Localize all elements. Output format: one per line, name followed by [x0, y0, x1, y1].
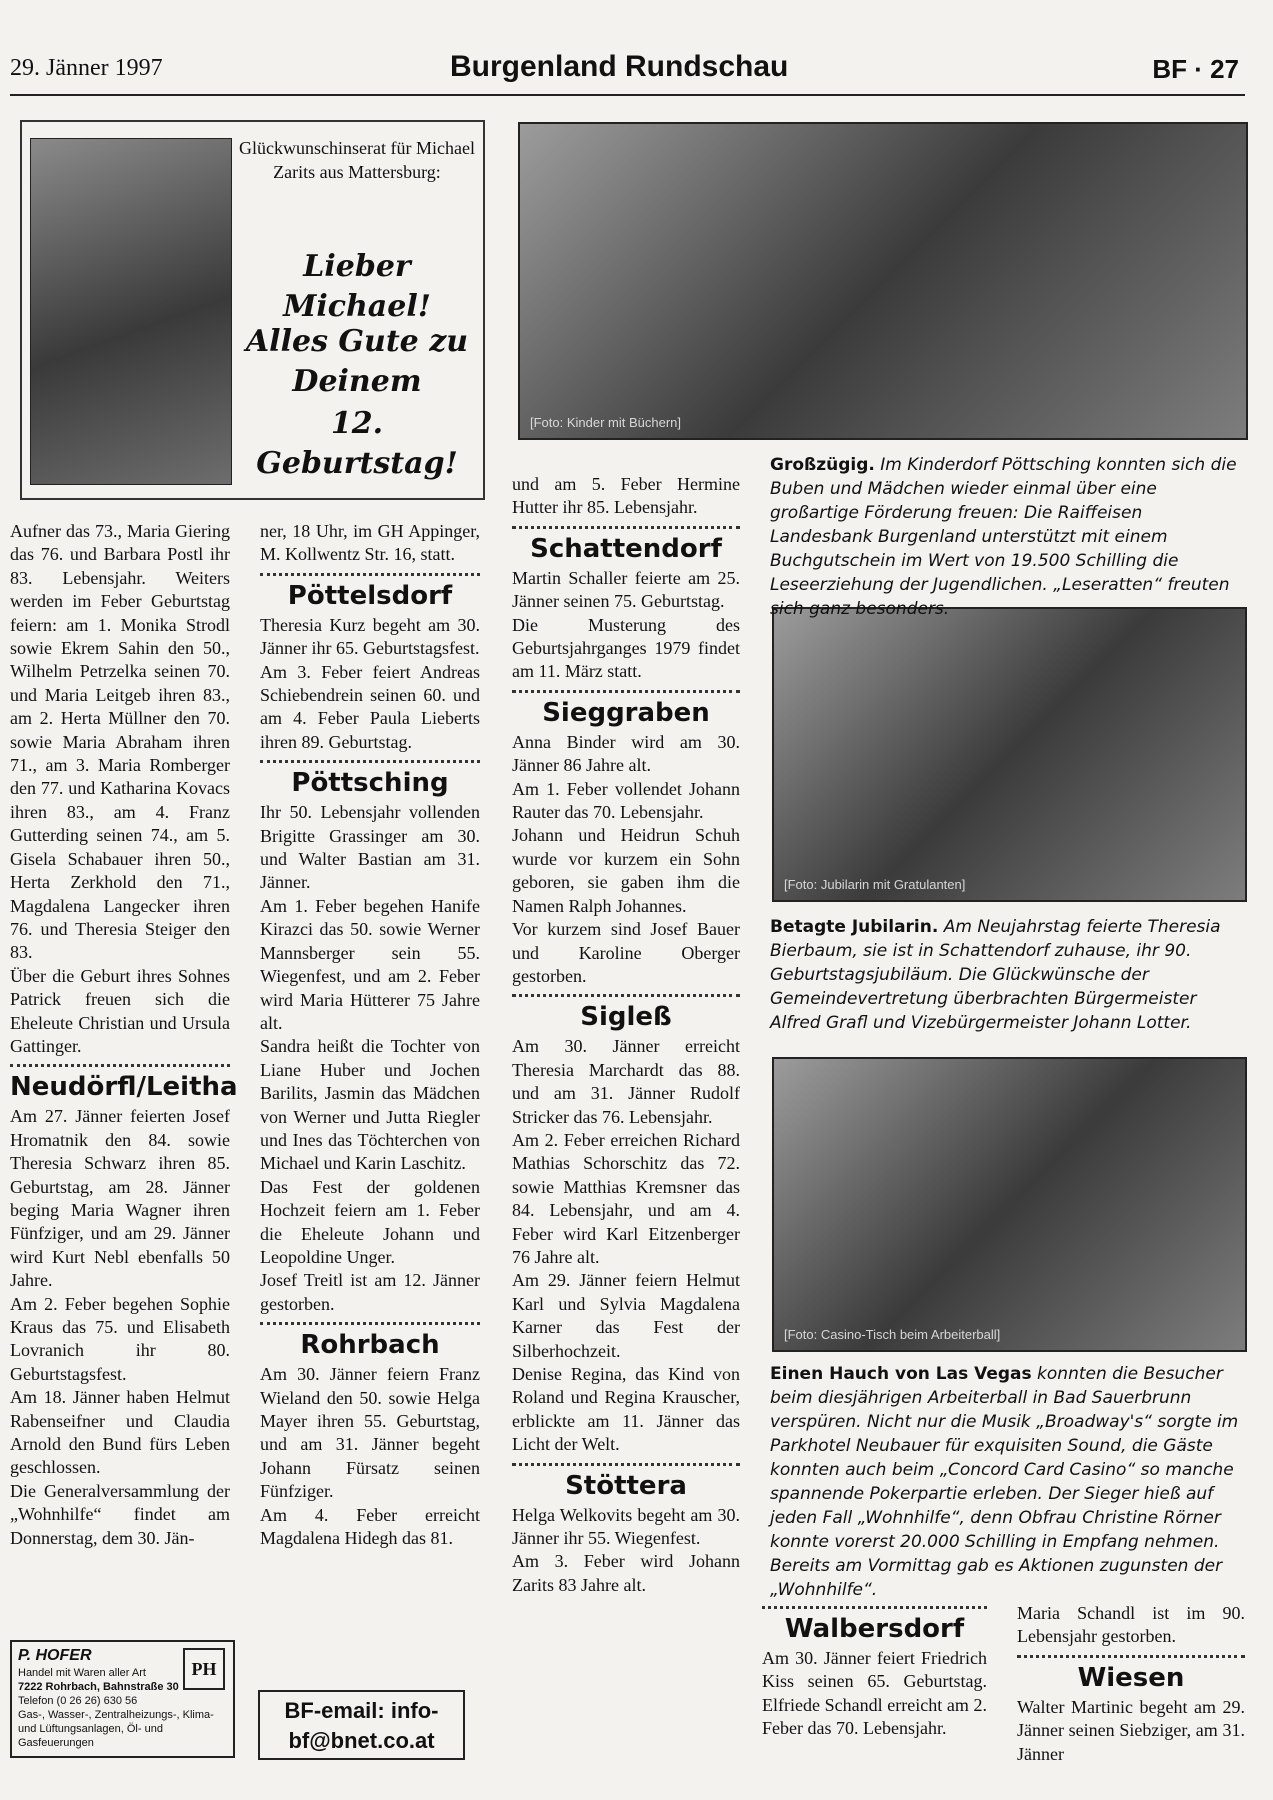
- hofer-logo: PH: [183, 1648, 225, 1690]
- section-title-wiesen: Wiesen: [1077, 1662, 1185, 1693]
- dotted-separator: [10, 1064, 230, 1067]
- email-line-2: bf@bnet.co.at: [288, 1728, 435, 1753]
- col5-paragraph: Maria Schandl ist im 90. Lebensjahr gestorben.: [1017, 1603, 1245, 1647]
- column-1: [10, 520, 238, 1550]
- hofer-subtitle: Handel mit Waren aller Art: [18, 1667, 146, 1679]
- col3-paragraph: Am 30. Jänner erreicht Theresia Marchardt das 88. und am 31. Jänner Rudolf Stricker das 76. Lebensjahr.: [512, 1036, 740, 1127]
- boy-portrait-photo: [30, 138, 232, 485]
- caption-grosszuegig-lead: Großzügig.: [770, 455, 875, 475]
- col2-paragraph: Josef Treitl ist am 12. Jänner gestorben.: [260, 1270, 480, 1314]
- col1-paragraph: Am 2. Feber begehen Sophie Kraus das 75. und Elisabeth Lovranich ihr 80. Geburtstagsfest.: [10, 1293, 230, 1384]
- col3-paragraph: Am 2. Feber erreichen Richard Mathias Schorschitz das 72. sowie Matthias Kremsner das 84. Lebensjahr, und am 4. Feber wird Karl Eitzenberger 76 Jahre alt.: [512, 1129, 740, 1267]
- caption-lasvegas: [770, 1362, 1250, 1602]
- dotted-separator: [512, 690, 740, 693]
- hofer-name: P. HOFER: [18, 1647, 92, 1664]
- section-title-poettelsdorf: Pöttelsdorf: [287, 580, 453, 611]
- col1-paragraph: Die Generalversammlung der „Wohnhilfe“ findet am Donnerstag, dem 30. Jän-: [10, 1480, 230, 1548]
- col2-paragraph: Das Fest der goldenen Hochzeit feiern am 1. Feber die Eheleute Johann und Leopoldine Unger.: [260, 1176, 480, 1267]
- greeting-line-3: Deinem: [292, 364, 422, 399]
- section-title-poettsching: Pöttsching: [291, 768, 449, 799]
- photo-casino-label: [Foto: Casino-Tisch beim Arbeiterball]: [784, 1327, 1001, 1342]
- greeting-line-4: 12. Geburtstag!: [256, 406, 458, 481]
- greeting-line-1: Lieber Michael!: [283, 249, 431, 324]
- photo-casino: [772, 1057, 1247, 1352]
- photo-kids-books-label: [Foto: Kinder mit Büchern]: [530, 415, 682, 430]
- col2-paragraph: ner, 18 Uhr, im GH Appinger, M. Kollwentz Str. 16, statt.: [260, 521, 480, 565]
- col1-paragraph: Am 27. Jänner feierten Josef Hromatnik den 84. sowie Theresia Schwarz ihren 85. Geburtstag, am 28. Jänner beging Maria Wagner ihren Fünfziger, und am 29. Jänner wird Kurt Nebl ebenfalls 50 Jahre.: [10, 1106, 230, 1291]
- col2-paragraph: Am 30. Jänner feiern Franz Wieland den 50. sowie Helga Mayer ihren 55. Geburtstag, und am 31. Jänner begeht Johann Fürsatz seinen Fünfziger.: [260, 1364, 480, 1502]
- header-rule: [10, 94, 1245, 96]
- hofer-telephone: Telefon (0 26 26) 630 56: [18, 1695, 138, 1707]
- caption-jubilarin-text: Am Neujahrstag feierte Theresia Bierbaum, sie ist in Schattendorf zuhause, ihr 90. Geburtstagsjubiläum. Die Glückwünsche der Gemeindevertretung überbrachten Bürgermeister Alfred Grafl und Vizebürgermeister Johann Lotter.: [770, 917, 1221, 1033]
- col3-paragraph: Martin Schaller feierte am 25. Jänner seinen 75. Geburtstag.: [512, 567, 740, 612]
- col3-paragraph: Vor kurzem sind Josef Bauer und Karoline Oberger gestorben.: [512, 919, 740, 986]
- col1-paragraph: Aufner das 73., Maria Giering das 76. und Barbara Postl ihr 83. Lebensjahr. Weiters werden im Feber Geburtstag feiern: am 1. Monika Strodl sowie Ekrem Sahin den 50., Wilhelm Petrzelka seinen 70. und Maria Leitgeb ihren 83., am 2. Herta Müllner den 70. sowie Maria Abraham ihren 71., am 3. Maria Romberger den 77. und Katharina Kovacs ihren 83., am 4. Franz Gutterding seinen 74., am 5. Gisela Schabauer ihren 50., Herta Zerkhold den 71., Magdalena Langecker ihren 76. und Theresia Steiger den 83.: [10, 521, 230, 963]
- dotted-separator: [260, 1322, 480, 1325]
- caption-jubilarin-lead: Betagte Jubilarin.: [770, 917, 939, 937]
- dotted-separator: [260, 760, 480, 763]
- col3-paragraph: Am 3. Feber wird Johann Zarits 83 Jahre alt.: [512, 1551, 740, 1595]
- caption-lasvegas-text: konnten die Besucher beim diesjährigen Arbeiterball in Bad Sauerbrunn verspüren. Nicht nur die Musik „Broadway's“ sorgte im Parkhotel Neubauer für exquisiten Sound, die Gäste konnten auch beim „Concord Card Casino“ so manche spannende Pokerpartie erleben. Der Sieger hieß auf jeden Fall „Wohnhilfe“, denn Obfrau Christine Rörner konnte vorerst 20.000 Schilling in Empfang nehmen. Bereits am Vormittag gab es Aktionen zugunsten der „Wohnhilfe“.: [770, 1364, 1239, 1600]
- newspaper-title: Burgenland Rundschau: [450, 50, 789, 83]
- section-title-sigless: Sigleß: [580, 1002, 672, 1033]
- col3-paragraph: Helga Welkovits begeht am 30. Jänner ihr 55. Wiegenfest.: [512, 1504, 740, 1549]
- col3-paragraph: Denise Regina, das Kind von Roland und Regina Krauscher, erblickte am 11. Jänner das Licht der Welt.: [512, 1364, 740, 1455]
- section-title-sieggraben: Sieggraben: [542, 697, 710, 728]
- caption-grosszuegig-text: Im Kinderdorf Pöttsching konnten sich die Buben und Mädchen wieder einmal über eine großartige Förderung freuen: Die Raiffeisen Landesbank Burgenland unterstützt mit einem Buchgutschein im Wert von 19.500 Schilling die Leseerziehung der Jugendlichen. „Leseratten“ freuten sich ganz besonders.: [770, 455, 1237, 619]
- dotted-separator: [512, 1463, 740, 1466]
- caption-lasvegas-lead: Einen Hauch von Las Vegas: [770, 1364, 1032, 1384]
- caption-jubilarin: [770, 915, 1250, 1035]
- dotted-separator: [1017, 1655, 1245, 1658]
- col2-paragraph: Am 3. Feber feiert Andreas Schiebendrein seinen 60. und am 4. Feber Paula Lieberts ihren 89. Geburtstag.: [260, 661, 480, 752]
- section-title-stoettera: Stöttera: [565, 1470, 687, 1501]
- email-line-1: BF-email: info-: [284, 1698, 439, 1723]
- greeting-line-2: Alles Gute zu: [245, 324, 469, 359]
- col2-paragraph: Ihr 50. Lebensjahr vollenden Brigitte Grassinger am 30. und Walter Bastian am 31. Jänner.: [260, 802, 480, 893]
- dotted-separator: [260, 573, 480, 576]
- hofer-description: Gas-, Wasser-, Zentralheizungs-, Klima- und Lüftungsanlagen, Öl- und Gasfeuerungen: [18, 1709, 214, 1749]
- col5-paragraph: Walter Martinic begeht am 29. Jänner seinen Siebziger, am 31. Jänner: [1017, 1696, 1245, 1764]
- issue-date: 29. Jänner 1997: [10, 55, 163, 81]
- greeting-ad: [20, 120, 485, 500]
- col3-paragraph: Anna Binder wird am 30. Jänner 86 Jahre alt.: [512, 731, 740, 776]
- section-title-rohrbach: Rohrbach: [300, 1330, 440, 1361]
- photo-jubilarin-label: [Foto: Jubilarin mit Gratulanten]: [784, 877, 966, 892]
- col1-paragraph: Über die Geburt ihres Sohnes Patrick freuen sich die Eheleute Christian und Ursula Gattinger.: [10, 965, 230, 1056]
- dotted-separator: [512, 994, 740, 997]
- photo-jubilarin: [772, 607, 1247, 902]
- column-3: [512, 473, 740, 1597]
- col3-paragraph: Die Musterung des Geburtsjahrganges 1979 findet am 11. März statt.: [512, 614, 740, 682]
- hofer-address: 7222 Rohrbach, Bahnstraße 30: [18, 1681, 179, 1693]
- hofer-advertisement: [10, 1640, 235, 1758]
- dotted-separator: [762, 1606, 987, 1609]
- col1-paragraph: Am 18. Jänner haben Helmut Rabenseifner und Claudia Arnold den Bund fürs Leben geschlossen.: [10, 1387, 230, 1478]
- col4-paragraph: Am 30. Jänner feiert Friedrich Kiss seinen 65. Geburtstag. Elfriede Schandl erreicht am 2. Feber das 70. Lebensjahr.: [762, 1648, 987, 1739]
- col2-paragraph: Sandra heißt die Tochter von Liane Huber und Jochen Barilits, Jasmin das Mädchen von Werner und Jutta Riegler und Ines das Töchterchen von Michael und Karin Laschitz.: [260, 1036, 480, 1174]
- column-2: [260, 520, 480, 1550]
- col2-paragraph: Am 4. Feber erreicht Magdalena Hidegh das 81.: [260, 1504, 480, 1549]
- dotted-separator: [512, 526, 740, 529]
- col2-paragraph: Am 1. Feber begehen Hanife Kirazci das 50. sowie Werner Mannsberger sein 55. Wiegenfest, und am 2. Feber wird Maria Hütterer 75 Jahre alt.: [260, 895, 480, 1033]
- email-advertisement: [258, 1690, 465, 1760]
- column-5: [1017, 1602, 1245, 1766]
- col3-paragraph: Am 1. Feber vollendet Johann Rauter das 70. Lebensjahr.: [512, 778, 740, 823]
- col3-paragraph: Johann und Heidrun Schuh wurde vor kurzem ein Sohn geboren, sie gaben ihm die Namen Ralph Johannes.: [512, 825, 740, 916]
- col2-paragraph: Theresia Kurz begeht am 30. Jänner ihr 65. Geburtstagsfest.: [260, 614, 480, 659]
- greeting-intro: Glückwunschinserat für Michael Zarits aus Mattersburg:: [239, 138, 475, 182]
- section-title-schattendorf: Schattendorf: [530, 533, 722, 564]
- col3-paragraph: Am 29. Jänner feiern Helmut Karl und Sylvia Magdalena Karner das Fest der Silberhochzeit.: [512, 1270, 740, 1361]
- caption-grosszuegig: [770, 453, 1250, 621]
- col3-paragraph: und am 5. Feber Hermine Hutter ihr 85. Lebensjahr.: [512, 474, 740, 518]
- section-title-walbersdorf: Walbersdorf: [784, 1614, 965, 1644]
- column-4: [762, 1600, 987, 1741]
- photo-kids-books: [518, 122, 1248, 440]
- section-title-neudoerfl: Neudörfl/Leitha: [10, 1072, 238, 1103]
- page-number: BF · 27: [1152, 54, 1239, 84]
